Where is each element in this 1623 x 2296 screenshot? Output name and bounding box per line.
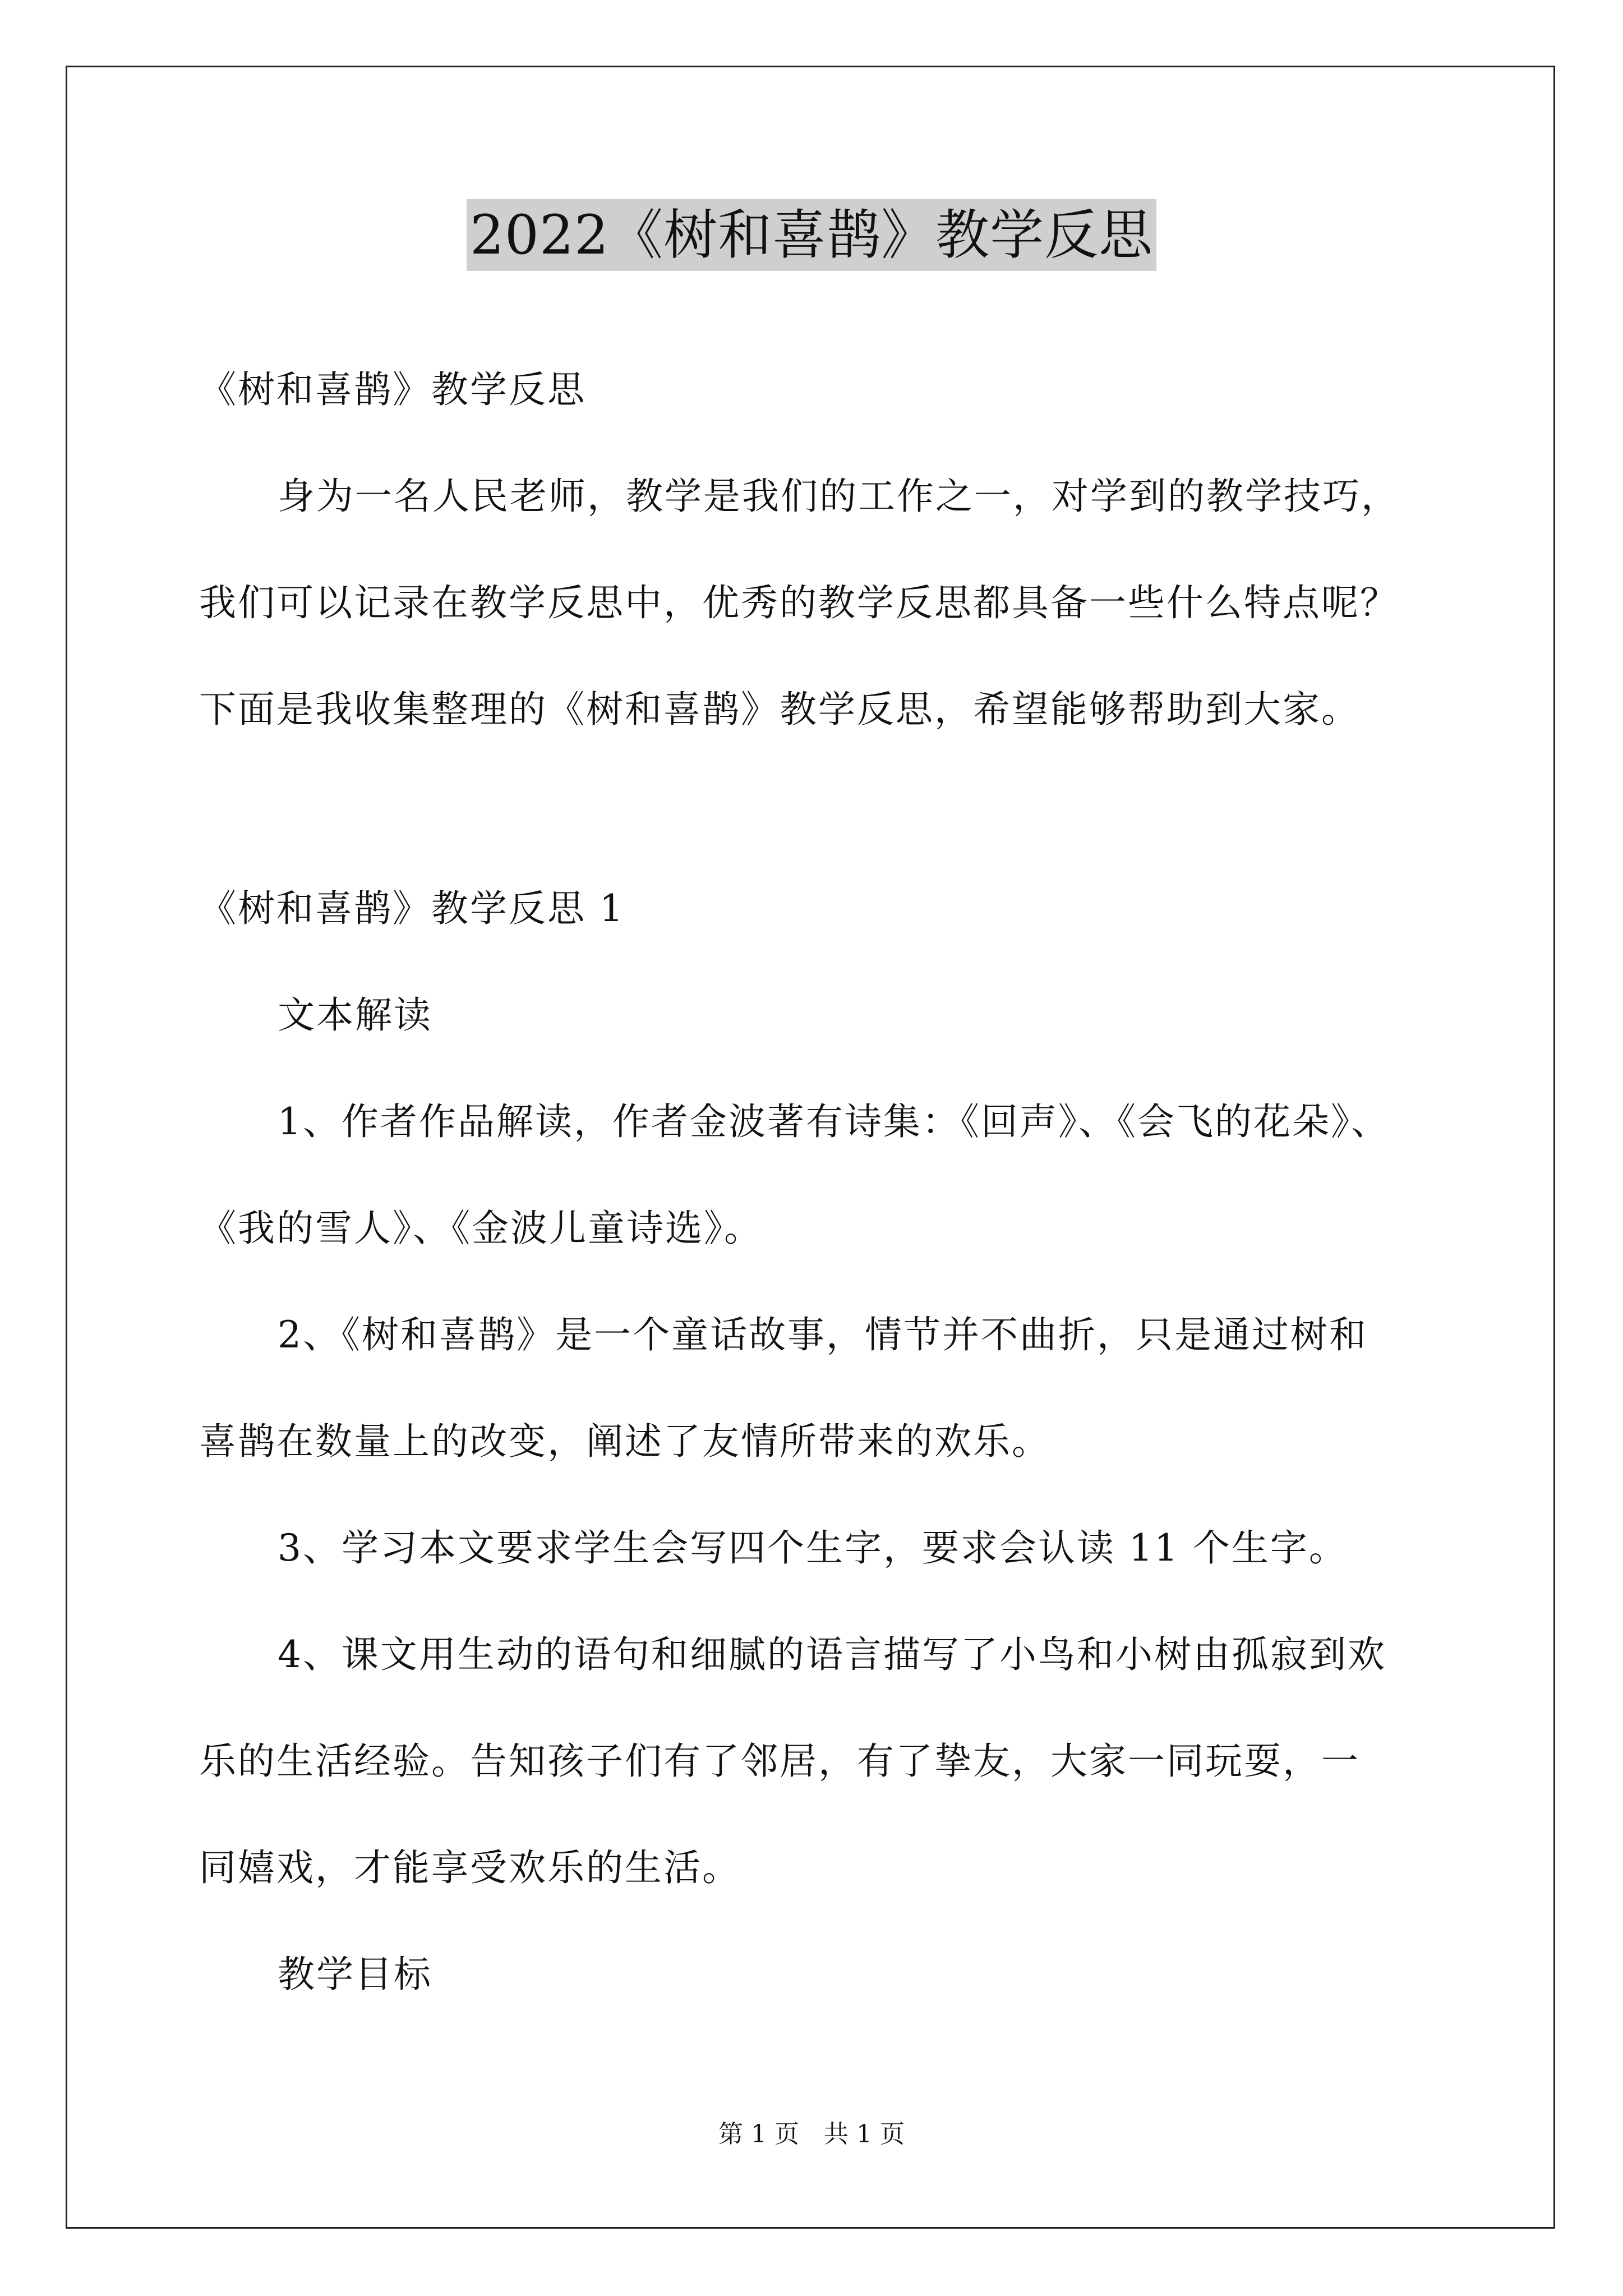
subheading-teaching-goals: 教学目标 <box>278 1953 432 1996</box>
intro-paragraph-line: 下面是我收集整理的《树和喜鹊》教学反思，希望能够帮助到大家。 <box>199 688 1360 731</box>
subheading-text-reading: 文本解读 <box>278 993 432 1037</box>
item-2-line: 2、《树和喜鹊》是一个童话故事，情节并不曲折，只是通过树和 <box>278 1313 1368 1356</box>
intro-paragraph-line: 身为一名人民老师，教学是我们的工作之一，对学到的教学技巧， <box>278 475 1400 518</box>
document-title: 2022《树和喜鹊》教学反思 <box>467 199 1156 271</box>
item-1-line: 《我的雪人》、《金波儿童诗选》。 <box>199 1207 763 1250</box>
section-heading: 《树和喜鹊》教学反思 1 <box>199 887 625 930</box>
item-1-line: 1、作者作品解读，作者金波著有诗集：《回声》、《会飞的花朵》、 <box>278 1100 1390 1143</box>
title-container <box>0 199 1623 271</box>
document-body <box>199 337 1433 2028</box>
intro-paragraph-line: 我们可以记录在教学反思中，优秀的教学反思都具备一些什么特点呢？ <box>199 581 1399 624</box>
item-3-line: 3、学习本文要求学生会写四个生字，要求会认读 11 个生字。 <box>278 1526 1348 1570</box>
item-4-line: 同嬉戏，才能享受欢乐的生活。 <box>199 1846 741 1889</box>
section-spacer <box>199 763 1433 855</box>
item-4-line: 4、课文用生动的语句和细腻的语言描写了小鸟和小树由孤寂到欢 <box>278 1633 1386 1676</box>
page-footer: 第 1 页 共 1 页 <box>718 2120 905 2148</box>
item-2-line: 喜鹊在数量上的改变，阐述了友情所带来的欢乐。 <box>199 1420 1050 1463</box>
intro-heading: 《树和喜鹊》教学反思 <box>199 368 586 411</box>
item-4-line: 乐的生活经验。告知孩子们有了邻居，有了挚友，大家一同玩耍，一 <box>199 1740 1360 1783</box>
